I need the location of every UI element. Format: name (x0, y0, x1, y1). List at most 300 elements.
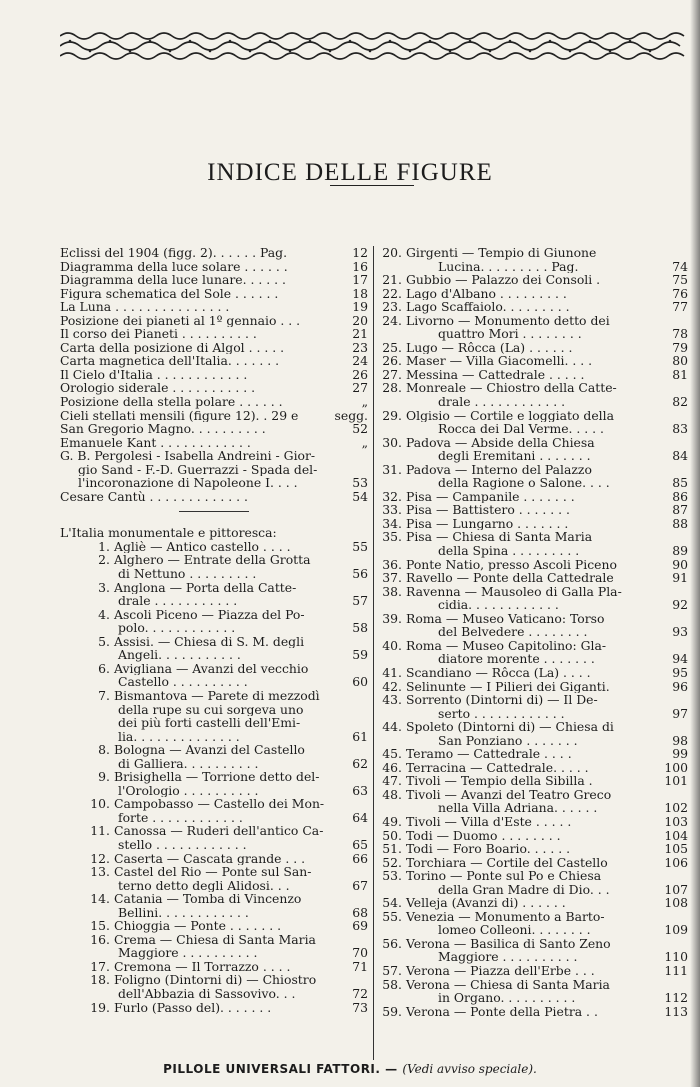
monument-entry (380, 246, 688, 273)
figure-entry (60, 246, 368, 260)
page-number: 63 (352, 782, 368, 798)
entry-line (60, 553, 368, 567)
entry-line (380, 937, 688, 951)
entry-text (60, 540, 349, 554)
entry-label: Alghero — Entrate della Grotta (114, 553, 311, 568)
entry-number: 17. (90, 959, 110, 974)
entry-text (380, 842, 661, 856)
entry-line (380, 910, 688, 924)
entry-number: 43. (382, 693, 402, 707)
page-number: 70 (352, 945, 368, 961)
entry-text (60, 770, 368, 784)
monument-entry (60, 824, 368, 851)
entry-text: della Gran Madre di Dio. . . (438, 882, 610, 897)
entry-number: 31. (382, 462, 402, 477)
entry-label: Chioggia — Ponte . . . . . . . (114, 919, 282, 933)
entry-number: 1. (98, 539, 110, 554)
entry-number: 40. (382, 638, 402, 653)
entry-number: 44. (382, 720, 402, 734)
entry-line (380, 544, 688, 558)
entry-number: 51. (382, 842, 402, 856)
entry-line (60, 960, 368, 974)
entry-label: Castel del Rio — Ponte sul San- (114, 865, 312, 879)
entry-line (60, 919, 368, 933)
page-number: 73 (352, 999, 368, 1015)
entry-text: Il corso dei Pianeti . . . . . . . . . . (60, 327, 257, 341)
entry-line (380, 341, 688, 355)
section-heading: L'Italia monumentale e pittoresca: (60, 525, 277, 541)
page-number: 52 (352, 421, 368, 437)
entry-text: Maggiore . . . . . . . . . . (118, 946, 258, 960)
entry-text (380, 490, 669, 504)
monument-entry (380, 517, 688, 531)
entry-text: diatore morente . . . . . . . (438, 652, 595, 666)
entry-text: Carta della posizione di Algol . . . . . (60, 340, 285, 355)
entry-label: Selinunte — I Pilieri dei Giganti. (406, 679, 610, 694)
entry-line (60, 824, 368, 838)
monument-entry (380, 680, 688, 694)
entry-label: Campobasso — Castello dei Mon- (114, 797, 325, 811)
entry-line (380, 815, 688, 829)
page-number: 67 (352, 877, 368, 893)
entry-number: 33. (382, 503, 402, 517)
page-number: 88 (672, 515, 688, 531)
page-number: 59 (352, 647, 368, 663)
entry-label: Avigliana — Avanzi del vecchio (114, 661, 309, 676)
entry-line (380, 260, 688, 274)
page-number: 77 (672, 299, 688, 315)
entry-number: 7. (98, 688, 110, 703)
page-number: 80 (672, 353, 688, 369)
entry-line (380, 720, 688, 734)
monument-entry (380, 666, 688, 680)
entry-line (60, 703, 368, 717)
entry-label: Verona — Piazza dell'Erbe . . . (406, 963, 595, 978)
entry-number: 35. (382, 530, 402, 545)
entry-text (380, 964, 661, 978)
entry-line (60, 621, 368, 635)
monument-entry (380, 409, 688, 436)
entry-text: drale . . . . . . . . . . . (118, 594, 238, 608)
entry-text: Angeli. . . . . . . . . . . (118, 648, 241, 662)
entry-text (380, 869, 688, 883)
figure-entry (60, 409, 368, 423)
entry-text (60, 892, 368, 906)
entry-number: 54. (382, 896, 402, 910)
page-number: 95 (672, 664, 688, 680)
monument-entry (60, 540, 368, 554)
entry-text: l'incoronazione di Napoleone I. . . . (78, 476, 298, 490)
monument-entry (380, 693, 688, 720)
entry-text: di Nettuno . . . . . . . . . (118, 567, 257, 581)
entry-text: nella Villa Adriana. . . . . . (438, 801, 598, 815)
entry-line (60, 1001, 368, 1015)
page-number: 23 (352, 339, 368, 355)
monument-entry (380, 585, 688, 612)
entry-text (60, 635, 368, 649)
entry-line (380, 314, 688, 328)
entry-line (380, 571, 688, 585)
entry-line (380, 517, 688, 531)
entry-text: l'Orologio . . . . . . . . . . (118, 783, 259, 798)
entry-line (380, 300, 688, 314)
entry-text (380, 666, 669, 680)
page-number: segg. (334, 407, 368, 423)
entry-text (380, 896, 661, 910)
entry-line (60, 581, 368, 595)
entry-number: 47. (382, 774, 402, 788)
page-number: „ (361, 434, 368, 450)
entry-label: Sorrento (Dintorni di) — Il De- (406, 693, 598, 707)
monument-entry (380, 964, 688, 978)
page-number: 109 (664, 922, 688, 938)
entry-line (60, 879, 368, 893)
entry-number: 21. (382, 273, 402, 287)
entry-text (60, 797, 368, 811)
entry-number: 14. (90, 892, 110, 906)
entry-text: Lucina. . . . . . . . . Pag. (438, 259, 579, 274)
entry-text (380, 287, 669, 301)
entry-label: Pisa — Lungarno . . . . . . . (406, 516, 569, 531)
entry-text (60, 1001, 349, 1015)
entry-label: Tivoli — Villa d'Este . . . . . (406, 814, 572, 829)
page-number: 98 (672, 732, 688, 748)
entry-number: 59. (382, 1004, 402, 1019)
entry-label: Cremona — Il Torrazzo . . . . (114, 959, 291, 974)
page-number: 60 (352, 674, 368, 690)
entry-line (380, 354, 688, 368)
entry-text: Posizione della stella polare . . . . . . (60, 395, 283, 409)
entry-label: Pisa — Battistero . . . . . . . (406, 503, 570, 517)
entry-line (380, 490, 688, 504)
page-number: 62 (352, 755, 368, 771)
entry-text (380, 639, 688, 653)
entry-text: dei più forti castelli dell'Emi- (118, 716, 301, 730)
monument-entry (380, 354, 688, 368)
page-number: 57 (352, 593, 368, 609)
page-number: 81 (672, 366, 688, 382)
title-rule (330, 185, 414, 186)
column-divider (373, 246, 374, 1060)
monument-entry (380, 463, 688, 490)
figure-entry (60, 381, 368, 395)
entry-line (380, 368, 688, 382)
entry-text (380, 354, 669, 368)
entry-label: Brisighella — Torrione detto del- (114, 770, 320, 784)
page-number: 61 (352, 728, 368, 744)
decorative-border-ornament (60, 30, 690, 64)
entry-number: 18. (90, 973, 110, 987)
entry-line (60, 865, 368, 879)
entry-text: Orologio siderale . . . . . . . . . . . (60, 381, 256, 396)
page-number: 24 (352, 353, 368, 369)
monument-entry (60, 973, 368, 1000)
entry-line (380, 558, 688, 572)
left-column (60, 246, 368, 1014)
entry-text (380, 273, 669, 287)
monument-entry (380, 341, 688, 355)
entry-line (380, 422, 688, 436)
entry-label: Gubbio — Palazzo dei Consoli . (406, 273, 601, 287)
entry-text (380, 558, 669, 572)
entry-line (60, 852, 368, 866)
entry-label: Catania — Tomba di Vincenzo (114, 892, 302, 906)
monument-entry (60, 608, 368, 635)
page-number: 16 (352, 258, 368, 274)
entry-line (380, 476, 688, 490)
entry-text: Cieli stellati mensili (figure 12). . 29 e (60, 408, 299, 423)
monument-entry (380, 1005, 688, 1019)
entry-text (380, 788, 688, 802)
entry-label: Teramo — Cattedrale . . . . (406, 747, 572, 761)
entry-number: 13. (90, 865, 110, 879)
entry-line (60, 797, 368, 811)
entry-line (60, 933, 368, 947)
entry-number: 49. (382, 814, 402, 829)
entry-number: 20. (382, 246, 402, 260)
entry-line (60, 648, 368, 662)
entry-text: G. B. Pergolesi - Isabella Andreini - Gior- (60, 449, 316, 463)
page-number: 107 (664, 881, 688, 897)
entry-number: 58. (382, 977, 402, 992)
entry-text (380, 530, 688, 544)
entry-number: 26. (382, 354, 402, 368)
entry-label: Pisa — Campanile . . . . . . . (406, 489, 575, 504)
entry-text (380, 585, 688, 599)
cantu-entry (60, 490, 368, 504)
entry-text: stello . . . . . . . . . . . . (118, 837, 247, 852)
monument-entry (380, 571, 688, 585)
footer-italic: (Vedi avviso speciale). (402, 1062, 537, 1076)
pergolesi-entry (60, 449, 368, 490)
monument-entry (380, 368, 688, 382)
entry-line (60, 987, 368, 1001)
figure-list-general (60, 246, 368, 449)
entry-line (60, 635, 368, 649)
monument-entry (380, 829, 688, 843)
entry-text (60, 553, 368, 567)
entry-text (60, 919, 349, 933)
entry-label: Maser — Villa Giacomelli. . . . (406, 354, 593, 368)
monument-entry (60, 689, 368, 743)
entry-text (380, 1005, 661, 1019)
monument-entry (380, 436, 688, 463)
entry-label: Bologna — Avanzi del Castello (114, 743, 305, 757)
entry-label: Lugo — Rôcca (La) . . . . . . (406, 340, 573, 355)
monument-entry (380, 287, 688, 301)
entry-text (60, 608, 368, 622)
entry-label: Tivoli — Tempio della Sibilla . (406, 774, 593, 788)
entry-label: Todi — Duomo . . . . . . . . (406, 828, 561, 843)
entry-line (380, 463, 688, 477)
entry-number: 11. (90, 824, 110, 838)
entry-text (380, 463, 688, 477)
monument-entry (60, 770, 368, 797)
page-number: 82 (672, 394, 688, 410)
entry-line (60, 757, 368, 771)
entry-label: Lago d'Albano . . . . . . . . . (406, 286, 567, 301)
entry-text: della Spina . . . . . . . . . (438, 544, 580, 558)
entry-text (60, 933, 368, 947)
page-number: 71 (352, 958, 368, 974)
entry-label: Olgisio — Cortile e loggiato della (406, 408, 614, 423)
page-number: 105 (664, 841, 688, 857)
entry-text (380, 680, 669, 694)
entry-text: del Belvedere . . . . . . . . (438, 625, 588, 639)
monument-entry (380, 815, 688, 829)
figure-entry (60, 327, 368, 341)
monument-entry (380, 747, 688, 761)
entry-text (380, 829, 661, 843)
entry-text: quattro Mori . . . . . . . . (438, 327, 582, 341)
entry-line (380, 436, 688, 450)
monument-entry (380, 314, 688, 341)
page-number: 84 (672, 448, 688, 464)
entry-line (380, 287, 688, 301)
entry-line (380, 680, 688, 694)
monument-entry (380, 856, 688, 870)
page-number: 91 (672, 570, 688, 586)
entry-line (380, 666, 688, 680)
monument-entry (380, 273, 688, 287)
entry-label: Pisa — Chiesa di Santa Maria (406, 530, 593, 545)
entry-number: 19. (90, 1000, 110, 1015)
entry-label: Verona — Ponte della Pietra . . (406, 1004, 598, 1019)
page-number: 111 (664, 962, 688, 978)
entry-text: terno detto degli Alidosi. . . (118, 878, 290, 893)
entry-label: Ponte Natio, presso Ascoli Piceno (406, 557, 617, 572)
entry-line (380, 625, 688, 639)
entry-label: Ravello — Ponte della Cattedrale (406, 571, 614, 585)
page-number: 74 (672, 258, 688, 274)
entry-line (380, 381, 688, 395)
page-number: 58 (352, 620, 368, 636)
page-number: 112 (664, 990, 688, 1006)
entry-text: San Gregorio Magno. . . . . . . . . . (60, 422, 266, 436)
page-number: 108 (664, 895, 688, 911)
page-number: 65 (352, 836, 368, 852)
page-number: 89 (672, 543, 688, 559)
entry-number: 52. (382, 855, 402, 870)
entry-text: dell'Abbazia di Sassovivo. . . (118, 986, 296, 1001)
entry-number: 56. (382, 936, 402, 951)
entry-text (380, 937, 688, 951)
page-number: 27 (352, 380, 368, 396)
entry-label: Assisi. — Chiesa di S. M. degli (114, 634, 305, 649)
page-number: 110 (664, 949, 688, 965)
entry-label: Roma — Museo Vaticano: Torso (406, 611, 605, 626)
entry-text (380, 856, 661, 870)
page-number: 90 (672, 556, 688, 572)
entry-number: 39. (382, 611, 402, 626)
page-edge-shadow (690, 0, 700, 1087)
entry-label: Agliè — Antico castello . . . . (114, 539, 291, 554)
entry-number: 45. (382, 747, 402, 761)
entry-text: della Ragione o Salone. . . . (438, 476, 610, 490)
entry-line (380, 788, 688, 802)
footer-advert (0, 1062, 700, 1076)
entry-number: 25. (382, 340, 402, 355)
entry-line (380, 883, 688, 897)
entry-text: forte . . . . . . . . . . . . (118, 810, 243, 825)
figure-entry (60, 422, 368, 436)
entry-line (60, 716, 368, 730)
entry-line (60, 838, 368, 852)
entry-text (380, 300, 669, 314)
entry-text: lia. . . . . . . . . . . . . . (118, 729, 240, 744)
entry-label: Torino — Ponte sul Po e Chiesa (406, 869, 602, 883)
entry-line (380, 449, 688, 463)
figure-entry (60, 314, 368, 328)
monument-entry (60, 892, 368, 919)
page-number: 100 (664, 759, 688, 775)
page-number: 93 (672, 624, 688, 640)
entry-text: degli Eremitani . . . . . . . (438, 449, 591, 463)
entry-text: Maggiore . . . . . . . . . . (438, 950, 578, 964)
entry-text (380, 910, 688, 924)
entry-number: 37. (382, 571, 402, 585)
entry-number: 22. (382, 286, 402, 301)
entry-text (60, 865, 368, 879)
entry-label: Spoleto (Dintorni di) — Chiesa di (406, 720, 614, 734)
entry-text: San Ponziano . . . . . . . (438, 733, 578, 748)
entry-text (380, 693, 688, 707)
footer-bold: PILLOLE UNIVERSALI FATTORI. (163, 1062, 381, 1076)
entry-line (60, 811, 368, 825)
page-number: 66 (352, 850, 368, 866)
entry-label: Canossa — Ruderi dell'antico Ca- (114, 824, 324, 838)
entry-text (60, 973, 368, 987)
entry-text: drale . . . . . . . . . . . . (438, 395, 566, 409)
entry-number: 30. (382, 435, 402, 450)
page-number: 56 (352, 566, 368, 582)
entry-text: Figura schematica del Sole . . . . . . (60, 286, 279, 301)
entry-line (60, 594, 368, 608)
entry-text (380, 436, 688, 450)
page-number: „ (361, 394, 368, 410)
monument-entry (380, 910, 688, 937)
entry-text (380, 612, 688, 626)
monument-entry (380, 774, 688, 788)
entry-number: 6. (98, 661, 110, 676)
entry-text: della rupe su cui sorgeva uno (118, 702, 304, 717)
entry-text (380, 978, 688, 992)
entry-number: 2. (98, 553, 110, 568)
monument-entry (60, 581, 368, 608)
figure-entry (60, 300, 368, 314)
entry-text (60, 960, 349, 974)
monument-entry (380, 300, 688, 314)
entry-number: 46. (382, 760, 402, 775)
entry-text (60, 743, 368, 757)
entry-line (380, 246, 688, 260)
entry-line (380, 503, 688, 517)
page-number: 20 (352, 312, 368, 328)
entry-label: Todi — Foro Boario. . . . . . (406, 842, 571, 856)
entry-text: Il Cielo d'Italia . . . . . . . . . . . . (60, 367, 248, 382)
monument-entry (380, 761, 688, 775)
monument-entry (380, 530, 688, 557)
entry-text (380, 571, 669, 585)
page-number: 103 (664, 813, 688, 829)
entry-label: Foligno (Dintorni di) — Chiostro (114, 973, 317, 987)
page-number: 17 (352, 272, 368, 288)
entry-number: 57. (382, 963, 402, 978)
entry-text (380, 517, 669, 531)
page-number: 79 (672, 339, 688, 355)
entry-number: 32. (382, 489, 402, 504)
monument-entry (60, 852, 368, 866)
